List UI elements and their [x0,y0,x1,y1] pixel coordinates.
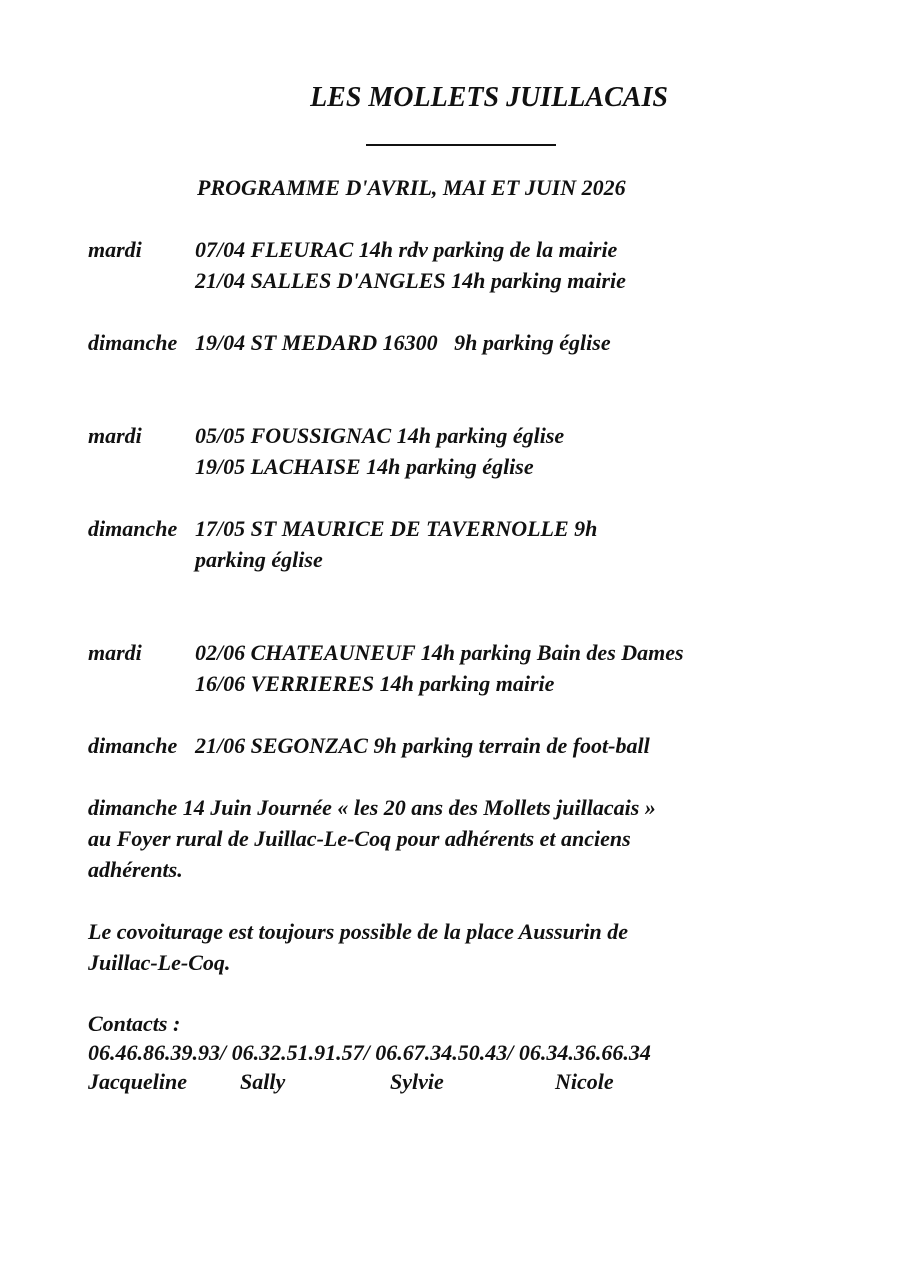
schedule-entries [195,730,850,761]
schedule-entry: parking église [195,547,323,572]
contacts-label: Contacts : [88,1011,181,1036]
schedule-entries [195,327,850,358]
paragraph-line: dimanche 14 Juin Journée « les 20 ans des Mollets juillacais » [88,795,656,820]
schedule-group-may-dimanche [88,513,850,575]
schedule-entry: 21/06 SEGONZAC 9h parking terrain de foot-ball [195,733,650,758]
schedule-entry: 16/06 VERRIERES 14h parking mairie [195,671,555,696]
schedule-entry: 19/05 LACHAISE 14h parking église [195,454,534,479]
schedule-group-may-mardi [88,420,850,482]
schedule-entries [195,637,850,699]
day-label: dimanche [88,733,178,758]
schedule-entries [195,420,850,482]
schedule-entry: 19/04 ST MEDARD 16300 9h parking église [195,330,611,355]
day-label: dimanche [88,330,178,355]
schedule-entries [195,513,850,575]
schedule-entry: 05/05 FOUSSIGNAC 14h parking église [195,423,565,448]
anniversary-paragraph [88,792,850,885]
schedule-group-june-dimanche [88,730,850,761]
day-label: mardi [88,237,142,262]
schedule-entry: 02/06 CHATEAUNEUF 14h parking Bain des Dames [195,640,684,665]
schedule-group-april-dimanche [88,327,850,358]
schedule-group-june-mardi [88,637,850,699]
day-label: dimanche [88,516,178,541]
day-label: mardi [88,423,142,448]
carpool-paragraph [88,916,850,978]
program-subtitle: PROGRAMME D'AVRIL, MAI ET JUIN 2026 [197,175,626,200]
contact-name: Sylvie [390,1069,444,1094]
schedule-entry: 07/04 FLEURAC 14h rdv parking de la mairie [195,237,618,262]
contact-name: Jacqueline [88,1069,187,1094]
paragraph-line: adhérents. [88,857,183,882]
contact-name: Sally [240,1069,286,1094]
page-title: LES MOLLETS JUILLACAIS [310,82,668,113]
contacts-block [88,1009,850,1096]
phone-numbers: 06.46.86.39.93/ 06.32.51.91.57/ 06.67.34.50.43/ 06.34.36.66.34 [88,1040,651,1065]
day-label: mardi [88,640,142,665]
schedule-group-april-mardi [88,234,850,296]
paragraph-line: Le covoiturage est toujours possible de la place Aussurin de [88,919,629,944]
schedule-entries [195,234,850,296]
title-rule [366,144,556,146]
contact-name: Nicole [555,1069,614,1094]
paragraph-line: au Foyer rural de Juillac-Le-Coq pour adhérents et anciens [88,826,631,851]
paragraph-line: Juillac-Le-Coq. [88,950,231,975]
schedule-entry: 21/04 SALLES D'ANGLES 14h parking mairie [195,268,626,293]
schedule-entry: 17/05 ST MAURICE DE TAVERNOLLE 9h [195,516,598,541]
contact-names-row [88,1067,850,1096]
